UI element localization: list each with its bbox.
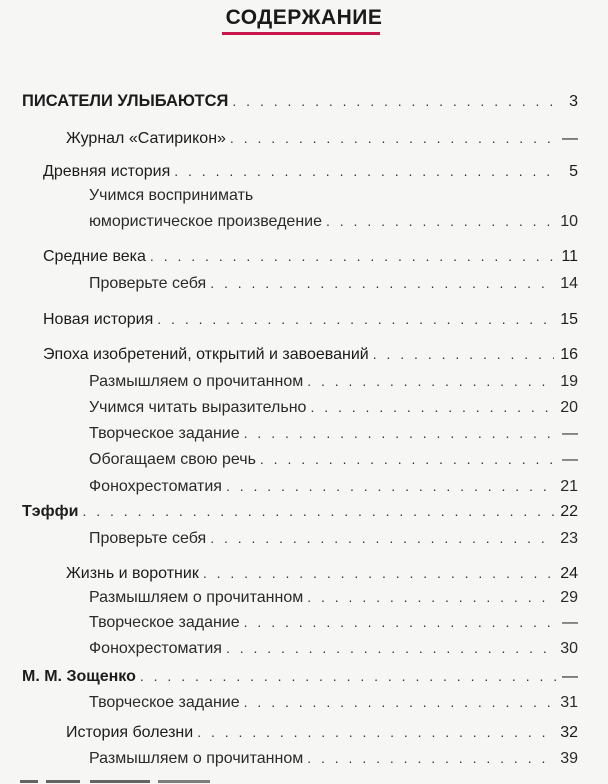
toc-entry-page: — bbox=[562, 451, 578, 468]
toc-entry-page: 16 bbox=[560, 346, 578, 363]
toc-entry-label: История болезни bbox=[66, 724, 194, 741]
dot-leader bbox=[232, 89, 558, 113]
toc-entry-page: — bbox=[562, 668, 578, 685]
toc-entry-page: 39 bbox=[560, 750, 578, 767]
toc-entry-page: 30 bbox=[560, 640, 578, 657]
toc-entry-label: Журнал «Сатирикон» bbox=[66, 130, 226, 147]
dot-leader bbox=[307, 369, 554, 393]
toc-entry-epoch-inventions[interactable] bbox=[43, 342, 578, 366]
toc-entry-label: Древняя история bbox=[43, 163, 171, 180]
dot-leader bbox=[244, 610, 556, 634]
toc-entry-page: 10 bbox=[560, 213, 578, 230]
dot-leader bbox=[307, 746, 554, 770]
toc-entry-ancient-history[interactable] bbox=[43, 159, 578, 183]
dot-leader bbox=[226, 474, 554, 498]
toc-entry-page: 14 bbox=[560, 275, 578, 292]
toc-entry-page: 31 bbox=[560, 694, 578, 711]
toc-entry-creative-task[interactable] bbox=[89, 421, 578, 445]
toc-entry-part-writers-smile[interactable] bbox=[22, 89, 578, 113]
toc-entry-page: — bbox=[562, 130, 578, 147]
toc-entry-label: Творческое задание bbox=[89, 614, 240, 631]
page-title: СОДЕРЖАНИЕ bbox=[225, 6, 383, 29]
toc-entry-check-yourself[interactable] bbox=[89, 271, 578, 295]
cropped-next-line bbox=[20, 776, 210, 784]
toc-entry-page: 20 bbox=[560, 399, 578, 416]
toc-entry-page: 19 bbox=[560, 373, 578, 390]
toc-entry-page: 24 bbox=[560, 565, 578, 582]
toc-entry-label: Размышляем о прочитанном bbox=[89, 750, 304, 767]
toc-entry-label: Проверьте себя bbox=[89, 275, 207, 292]
toc-entry-creative-task-3[interactable] bbox=[89, 690, 578, 714]
toc-entry-page: 22 bbox=[560, 503, 578, 520]
toc-entry-label: М. М. Зощенко bbox=[22, 668, 136, 685]
toc-entry-case-history[interactable] bbox=[66, 720, 578, 744]
dot-leader bbox=[150, 244, 555, 268]
dot-leader bbox=[230, 126, 556, 150]
toc-entry-check-yourself-2[interactable] bbox=[89, 526, 578, 550]
toc-entry-zoshchenko[interactable] bbox=[22, 664, 578, 688]
dot-leader bbox=[197, 720, 554, 744]
toc-entry-phonochrestomathy-2[interactable] bbox=[89, 636, 578, 660]
dot-leader bbox=[203, 561, 554, 585]
toc-entry-page: — bbox=[562, 614, 578, 631]
toc-entry-label: юмористическое произведение bbox=[89, 213, 322, 230]
dot-leader bbox=[174, 159, 558, 183]
toc-entry-label: Творческое задание bbox=[89, 425, 240, 442]
toc-entry-phonochrestomathy[interactable] bbox=[89, 474, 578, 498]
toc-entry-label: Эпоха изобретений, открытий и завоеваний bbox=[43, 346, 369, 363]
toc-entry-page: 23 bbox=[560, 530, 578, 547]
toc-entry-label: Тэффи bbox=[22, 503, 79, 520]
toc-entry-label: Учимся читать выразительно bbox=[89, 399, 307, 416]
toc-entry-reflect-on-reading[interactable] bbox=[89, 369, 578, 393]
toc-entry-humor-perception[interactable] bbox=[89, 209, 578, 233]
dot-leader bbox=[244, 690, 555, 714]
toc-entry-label: Средние века bbox=[43, 248, 146, 265]
toc-entry-label: Обогащаем свою речь bbox=[89, 451, 256, 468]
dot-leader bbox=[307, 585, 554, 609]
dot-leader bbox=[326, 209, 554, 233]
toc-entry-expressive-reading[interactable] bbox=[89, 395, 578, 419]
toc-entry-label: ПИСАТЕЛИ УЛЫБАЮТСЯ bbox=[22, 92, 229, 110]
dot-leader bbox=[244, 421, 556, 445]
toc-entry-page: 21 bbox=[560, 478, 578, 495]
toc-entry-label: Проверьте себя bbox=[89, 530, 207, 547]
toc-entry-page: 15 bbox=[560, 311, 578, 328]
toc-entry-label: Размышляем о прочитанном bbox=[89, 589, 304, 606]
toc-entry-middle-ages[interactable] bbox=[43, 244, 578, 268]
toc-entry-reflect-on-reading-2[interactable] bbox=[89, 585, 578, 609]
toc-entry-teffi[interactable] bbox=[22, 499, 578, 523]
toc-entry-creative-task-2[interactable] bbox=[89, 610, 578, 634]
dot-leader bbox=[373, 342, 555, 366]
dot-leader bbox=[157, 307, 554, 331]
toc-entry-page: 11 bbox=[561, 248, 578, 265]
dot-leader bbox=[226, 636, 554, 660]
toc-entry-modern-history[interactable] bbox=[43, 307, 578, 331]
toc-entry-reflect-on-reading-3[interactable] bbox=[89, 746, 578, 770]
toc-entry-satirikon[interactable] bbox=[66, 126, 578, 150]
toc-entry-label: Новая история bbox=[43, 311, 154, 328]
dot-leader bbox=[260, 447, 556, 471]
toc-entry-label: Творческое задание bbox=[89, 694, 240, 711]
toc-entry-label: Жизнь и воротник bbox=[66, 565, 199, 582]
toc-entry-label: Фонохрестоматия bbox=[89, 640, 222, 657]
toc-entry-label: Фонохрестоматия bbox=[89, 478, 222, 495]
toc-entry-label-line1: Учимся воспринимать bbox=[89, 187, 254, 204]
toc-entry-life-and-collar[interactable] bbox=[66, 561, 578, 585]
dot-leader bbox=[210, 271, 554, 295]
dot-leader bbox=[310, 395, 554, 419]
toc-entry-label: Размышляем о прочитанном bbox=[89, 373, 304, 390]
toc-entry-enrich-speech[interactable] bbox=[89, 447, 578, 471]
dot-leader bbox=[82, 499, 554, 523]
toc-entry-page: 29 bbox=[560, 589, 578, 606]
dot-leader bbox=[210, 526, 554, 550]
toc-entry-page: 3 bbox=[569, 93, 578, 110]
toc-entry-page: — bbox=[562, 425, 578, 442]
toc-entry-page: 5 bbox=[569, 163, 578, 180]
dot-leader bbox=[140, 664, 556, 688]
toc-entry-page: 32 bbox=[560, 724, 578, 741]
